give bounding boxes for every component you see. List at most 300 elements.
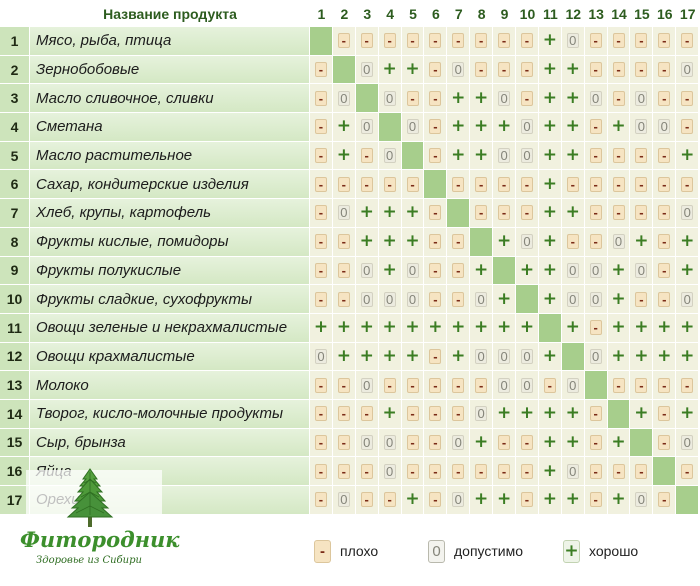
column-number-header: 15 [634, 5, 650, 22]
compatibility-cell [608, 343, 631, 372]
diagonal-cell [447, 199, 470, 228]
compatibility-cell [424, 486, 447, 515]
good-mark: + [611, 288, 626, 309]
compatibility-cell [470, 314, 493, 343]
compatibility-cell [516, 170, 539, 199]
bad-mark: - [498, 33, 510, 48]
bad-mark: - [429, 119, 441, 134]
good-mark: + [519, 317, 535, 338]
compatibility-cell [424, 257, 447, 286]
compatibility-cell [447, 257, 470, 286]
compatibility-cell [379, 285, 402, 314]
product-name: Молоко [30, 371, 310, 400]
column-number-header: 10 [519, 5, 536, 22]
compatibility-cell [470, 429, 493, 458]
acceptable-mark: 0 [498, 349, 510, 364]
compatibility-cell [310, 314, 333, 343]
row-number: 2 [0, 56, 30, 85]
good-mark: + [474, 145, 489, 166]
compatibility-cell [493, 314, 516, 343]
column-number-header: 2 [340, 5, 349, 22]
compatibility-cell [493, 199, 516, 228]
bad-mark: - [590, 406, 602, 421]
compatibility-cell [310, 113, 333, 142]
acceptable-mark: 0 [407, 119, 419, 134]
bad-mark: - [429, 33, 441, 48]
compatibility-cell [562, 429, 585, 458]
acceptable-mark: 0 [315, 349, 327, 364]
good-mark: + [336, 116, 351, 137]
good-mark: + [382, 59, 397, 80]
bad-mark: - [613, 464, 625, 479]
compatibility-cell [676, 170, 699, 199]
compatibility-cell [402, 285, 425, 314]
compatibility-cell [424, 314, 447, 343]
compatibility-cell [310, 84, 333, 113]
compatibility-cell [539, 371, 562, 400]
compatibility-cell [585, 170, 608, 199]
good-mark: + [451, 87, 466, 108]
compatibility-cell [402, 56, 425, 85]
bad-mark: - [338, 33, 350, 48]
good-mark: + [382, 231, 397, 252]
compatibility-cell [676, 56, 699, 85]
compatibility-cell [402, 113, 425, 142]
bad-mark: - [407, 435, 419, 450]
acceptable-mark: 0 [475, 349, 487, 364]
good-mark: + [359, 231, 374, 252]
compatibility-cell [470, 142, 493, 171]
compatibility-cell [562, 400, 585, 429]
compatibility-cell [653, 113, 676, 142]
column-number-header: 7 [454, 5, 463, 22]
bad-mark: - [475, 62, 487, 77]
compatibility-cell [493, 371, 516, 400]
compatibility-cell [608, 429, 631, 458]
compatibility-cell [585, 314, 608, 343]
compatibility-cell [379, 199, 402, 228]
bad-mark: - [498, 435, 510, 450]
acceptable-mark: 0 [521, 378, 533, 393]
good-mark: + [565, 116, 580, 137]
bad-mark: - [521, 177, 533, 192]
column-number-header: 17 [679, 5, 696, 22]
compatibility-cell [653, 429, 676, 458]
good-mark: + [542, 489, 557, 510]
good-mark: + [496, 231, 512, 252]
bad-mark: - [590, 177, 602, 192]
compatibility-cell [585, 486, 608, 515]
good-mark: + [542, 259, 557, 280]
row-number: 15 [0, 429, 30, 458]
row-number: 16 [0, 457, 30, 486]
compatibility-cell [585, 457, 608, 486]
bad-mark: - [452, 263, 464, 278]
compatibility-cell [470, 285, 493, 314]
product-name: Сахар, кондитерские изделия [30, 170, 310, 199]
compatibility-cell [424, 84, 447, 113]
acceptable-mark: 0 [613, 234, 625, 249]
compatibility-cell [493, 170, 516, 199]
compatibility-cell [585, 113, 608, 142]
bad-mark: - [658, 91, 670, 106]
row-number: 7 [0, 199, 30, 228]
good-mark: + [451, 345, 466, 366]
compatibility-cell [333, 113, 356, 142]
bad-mark: - [315, 205, 327, 220]
compatibility-cell [424, 285, 447, 314]
bad-mark: - [681, 91, 693, 106]
good-mark: + [634, 231, 649, 252]
compatibility-cell [516, 27, 539, 56]
bad-mark: - [635, 464, 647, 479]
bad-mark: - [613, 378, 625, 393]
compatibility-cell [379, 142, 402, 171]
compatibility-cell [676, 113, 699, 142]
bad-mark: - [475, 378, 487, 393]
compatibility-cell [470, 56, 493, 85]
diagonal-cell [653, 457, 676, 486]
compatibility-cell [630, 457, 653, 486]
compatibility-cell [608, 27, 631, 56]
row-number: 10 [0, 285, 30, 314]
compatibility-cell [630, 27, 653, 56]
good-mark: + [428, 317, 443, 338]
bad-mark: - [384, 33, 396, 48]
compatibility-cell [470, 457, 493, 486]
compatibility-cell [653, 170, 676, 199]
compatibility-cell [470, 343, 493, 372]
compatibility-cell [539, 457, 562, 486]
compatibility-cell [562, 285, 585, 314]
good-mark: + [611, 345, 626, 366]
compatibility-cell [516, 142, 539, 171]
bad-mark: - [407, 33, 419, 48]
bad-mark: - [315, 292, 327, 307]
bad-mark: - [475, 33, 487, 48]
diagonal-cell [562, 343, 585, 372]
compatibility-cell [447, 285, 470, 314]
compatibility-cell [608, 257, 631, 286]
good-mark: + [680, 231, 695, 252]
compatibility-cell [676, 457, 699, 486]
column-number-header: 11 [542, 5, 558, 22]
good-mark: + [496, 317, 512, 338]
compatibility-cell [539, 228, 562, 257]
bad-mark: - [521, 435, 533, 450]
compatibility-cell [424, 400, 447, 429]
compatibility-cell [356, 429, 379, 458]
compatibility-cell [630, 343, 653, 372]
good-mark: + [519, 403, 535, 424]
bad-mark: - [384, 177, 396, 192]
bad-mark: - [315, 234, 327, 249]
compatibility-cell [630, 56, 653, 85]
compatibility-cell [333, 314, 356, 343]
header-corner [0, 0, 30, 27]
compatibility-cell [585, 257, 608, 286]
good-mark: + [565, 317, 580, 338]
compatibility-cell [676, 285, 699, 314]
acceptable-mark: 0 [407, 263, 419, 278]
compatibility-cell [310, 199, 333, 228]
good-mark: + [496, 288, 512, 309]
bad-mark: - [475, 205, 487, 220]
bad-mark: - [338, 234, 350, 249]
compatibility-cell [447, 170, 470, 199]
good-mark: + [382, 403, 397, 424]
compatibility-cell [676, 314, 699, 343]
compatibility-cell [539, 343, 562, 372]
compatibility-cell [493, 429, 516, 458]
good-mark: + [519, 259, 535, 280]
bad-mark: - [635, 33, 647, 48]
bad-mark: - [429, 435, 441, 450]
good-mark: + [634, 345, 649, 366]
bad-mark: - [590, 492, 602, 507]
compatibility-cell [493, 84, 516, 113]
acceptable-mark: 0 [521, 148, 533, 163]
compatibility-cell [493, 343, 516, 372]
bad-mark: - [567, 177, 579, 192]
good-mark: + [474, 317, 489, 338]
compatibility-cell [516, 228, 539, 257]
product-name: Хлеб, крупы, картофель [30, 199, 310, 228]
compatibility-cell [402, 228, 425, 257]
acceptable-mark: 0 [590, 292, 602, 307]
compatibility-cell [562, 457, 585, 486]
compatibility-cell [585, 84, 608, 113]
good-mark: + [680, 317, 695, 338]
compatibility-cell [356, 142, 379, 171]
compatibility-cell [608, 228, 631, 257]
product-name: Овощи зеленые и некрахмалистые [30, 314, 310, 343]
acceptable-mark: 0 [361, 435, 373, 450]
acceptable-mark: 0 [498, 148, 510, 163]
compatibility-cell [424, 142, 447, 171]
compatibility-cell [424, 56, 447, 85]
diagonal-cell [379, 113, 402, 142]
compatibility-cell [333, 457, 356, 486]
compatibility-cell [447, 486, 470, 515]
compatibility-cell [562, 142, 585, 171]
diagonal-cell [585, 371, 608, 400]
product-name: Творог, кисло-молочные продукты [30, 400, 310, 429]
compatibility-cell [585, 343, 608, 372]
compatibility-cell [310, 257, 333, 286]
bad-mark: - [590, 205, 602, 220]
compatibility-cell [585, 142, 608, 171]
bad-mark: - [338, 435, 350, 450]
compatibility-cell [447, 56, 470, 85]
bad-mark: - [635, 177, 647, 192]
acceptable-mark: 0 [361, 263, 373, 278]
bad-mark: - [384, 492, 396, 507]
compatibility-cell [653, 400, 676, 429]
logo-name: Фитородник [20, 527, 180, 552]
row-number: 1 [0, 27, 30, 56]
good-mark: + [382, 317, 397, 338]
row-number: 3 [0, 84, 30, 113]
compatibility-cell [539, 285, 562, 314]
compatibility-cell [539, 400, 562, 429]
compatibility-cell [470, 400, 493, 429]
compatibility-cell [516, 314, 539, 343]
column-number-header: 8 [477, 5, 486, 22]
compatibility-cell [608, 457, 631, 486]
good-mark: + [611, 259, 626, 280]
bad-mark: - [635, 148, 647, 163]
bad-mark: - [475, 464, 487, 479]
compatibility-cell [402, 343, 425, 372]
good-mark: + [542, 403, 557, 424]
good-mark: + [451, 317, 466, 338]
bad-mark: - [590, 148, 602, 163]
compatibility-cell [310, 486, 333, 515]
bad-mark: - [429, 234, 441, 249]
compatibility-cell [493, 142, 516, 171]
acceptable-mark: 0 [521, 119, 533, 134]
compatibility-cell [356, 457, 379, 486]
acceptable-mark: 0 [590, 349, 602, 364]
bad-mark: - [590, 464, 602, 479]
compatibility-cell [424, 429, 447, 458]
compatibility-cell [402, 170, 425, 199]
legend-item-bad [314, 539, 378, 563]
legend-label: хорошо [589, 543, 639, 559]
bad-mark: - [315, 119, 327, 134]
compatibility-cell [379, 27, 402, 56]
compatibility-cell [630, 257, 653, 286]
bad-mark: - [521, 492, 533, 507]
diagonal-cell [493, 257, 516, 286]
compatibility-cell [447, 371, 470, 400]
acceptable-mark: 0 [567, 263, 579, 278]
good-mark: + [382, 202, 397, 223]
bad-mark: - [658, 406, 670, 421]
compatibility-cell [447, 343, 470, 372]
bad-mark: - [429, 406, 441, 421]
compatibility-cell [379, 343, 402, 372]
good-mark: + [542, 460, 557, 481]
logo-tagline: Здоровье из Сибири [36, 555, 142, 566]
bad-mark: - [658, 435, 670, 450]
row-number: 8 [0, 228, 30, 257]
compatibility-cell [333, 257, 356, 286]
acceptable-mark: 0 [475, 406, 487, 421]
bad-mark: - [314, 540, 331, 563]
diagonal-cell [356, 84, 379, 113]
compatibility-cell [630, 285, 653, 314]
compatibility-cell [653, 56, 676, 85]
compatibility-cell [356, 199, 379, 228]
good-mark: + [496, 489, 512, 510]
diagonal-cell [310, 27, 333, 56]
compatibility-cell [447, 457, 470, 486]
compatibility-cell [424, 228, 447, 257]
compatibility-cell [653, 257, 676, 286]
bad-mark: - [452, 177, 464, 192]
compatibility-cell [424, 371, 447, 400]
acceptable-mark: 0 [452, 435, 464, 450]
row-number: 9 [0, 257, 30, 286]
bad-mark: - [315, 177, 327, 192]
compatibility-cell [402, 457, 425, 486]
compatibility-cell [356, 257, 379, 286]
compatibility-cell [653, 285, 676, 314]
compatibility-cell [562, 228, 585, 257]
good-mark: + [336, 317, 351, 338]
acceptable-mark: 0 [407, 292, 419, 307]
bad-mark: - [315, 91, 327, 106]
compatibility-cell [653, 228, 676, 257]
good-mark: + [611, 116, 626, 137]
compatibility-cell [333, 486, 356, 515]
compatibility-cell [493, 228, 516, 257]
row-number: 17 [0, 486, 30, 515]
compatibility-cell [447, 314, 470, 343]
acceptable-mark: 0 [338, 205, 350, 220]
acceptable-mark: 0 [635, 91, 647, 106]
bad-mark: - [429, 62, 441, 77]
bad-mark: - [681, 177, 693, 192]
compatibility-cell [539, 84, 562, 113]
compatibility-cell [470, 27, 493, 56]
compatibility-cell [356, 170, 379, 199]
good-mark: + [405, 317, 420, 338]
compatibility-cell [310, 228, 333, 257]
compatibility-cell [608, 486, 631, 515]
good-mark: + [382, 345, 397, 366]
compatibility-cell [333, 170, 356, 199]
bad-mark: - [407, 91, 419, 106]
compatibility-cell [630, 228, 653, 257]
bad-mark: - [613, 148, 625, 163]
good-mark: + [565, 87, 580, 108]
bad-mark: - [521, 91, 533, 106]
compatibility-cell [562, 84, 585, 113]
compatibility-cell [402, 314, 425, 343]
compatibility-cell [470, 486, 493, 515]
compatibility-cell [608, 84, 631, 113]
bad-mark: - [315, 435, 327, 450]
good-mark: + [542, 173, 557, 194]
compatibility-cell [516, 113, 539, 142]
acceptable-mark: 0 [681, 292, 693, 307]
acceptable-mark: 0 [567, 292, 579, 307]
bad-mark: - [658, 234, 670, 249]
bad-mark: - [658, 148, 670, 163]
good-mark: + [359, 317, 374, 338]
compatibility-cell [539, 257, 562, 286]
bad-mark: - [681, 33, 693, 48]
compatibility-cell [630, 400, 653, 429]
bad-mark: - [658, 378, 670, 393]
compatibility-cell [447, 429, 470, 458]
compatibility-cell [608, 56, 631, 85]
product-name: Фрукты полукислые [30, 257, 310, 286]
acceptable-mark: 0 [361, 62, 373, 77]
diagonal-cell [608, 400, 631, 429]
compatibility-cell [676, 371, 699, 400]
bad-mark: - [315, 464, 327, 479]
bad-mark: - [590, 320, 602, 335]
bad-mark: - [361, 492, 373, 507]
bad-mark: - [681, 378, 693, 393]
diagonal-cell [402, 142, 425, 171]
compatibility-cell [653, 142, 676, 171]
good-mark: + [336, 345, 351, 366]
